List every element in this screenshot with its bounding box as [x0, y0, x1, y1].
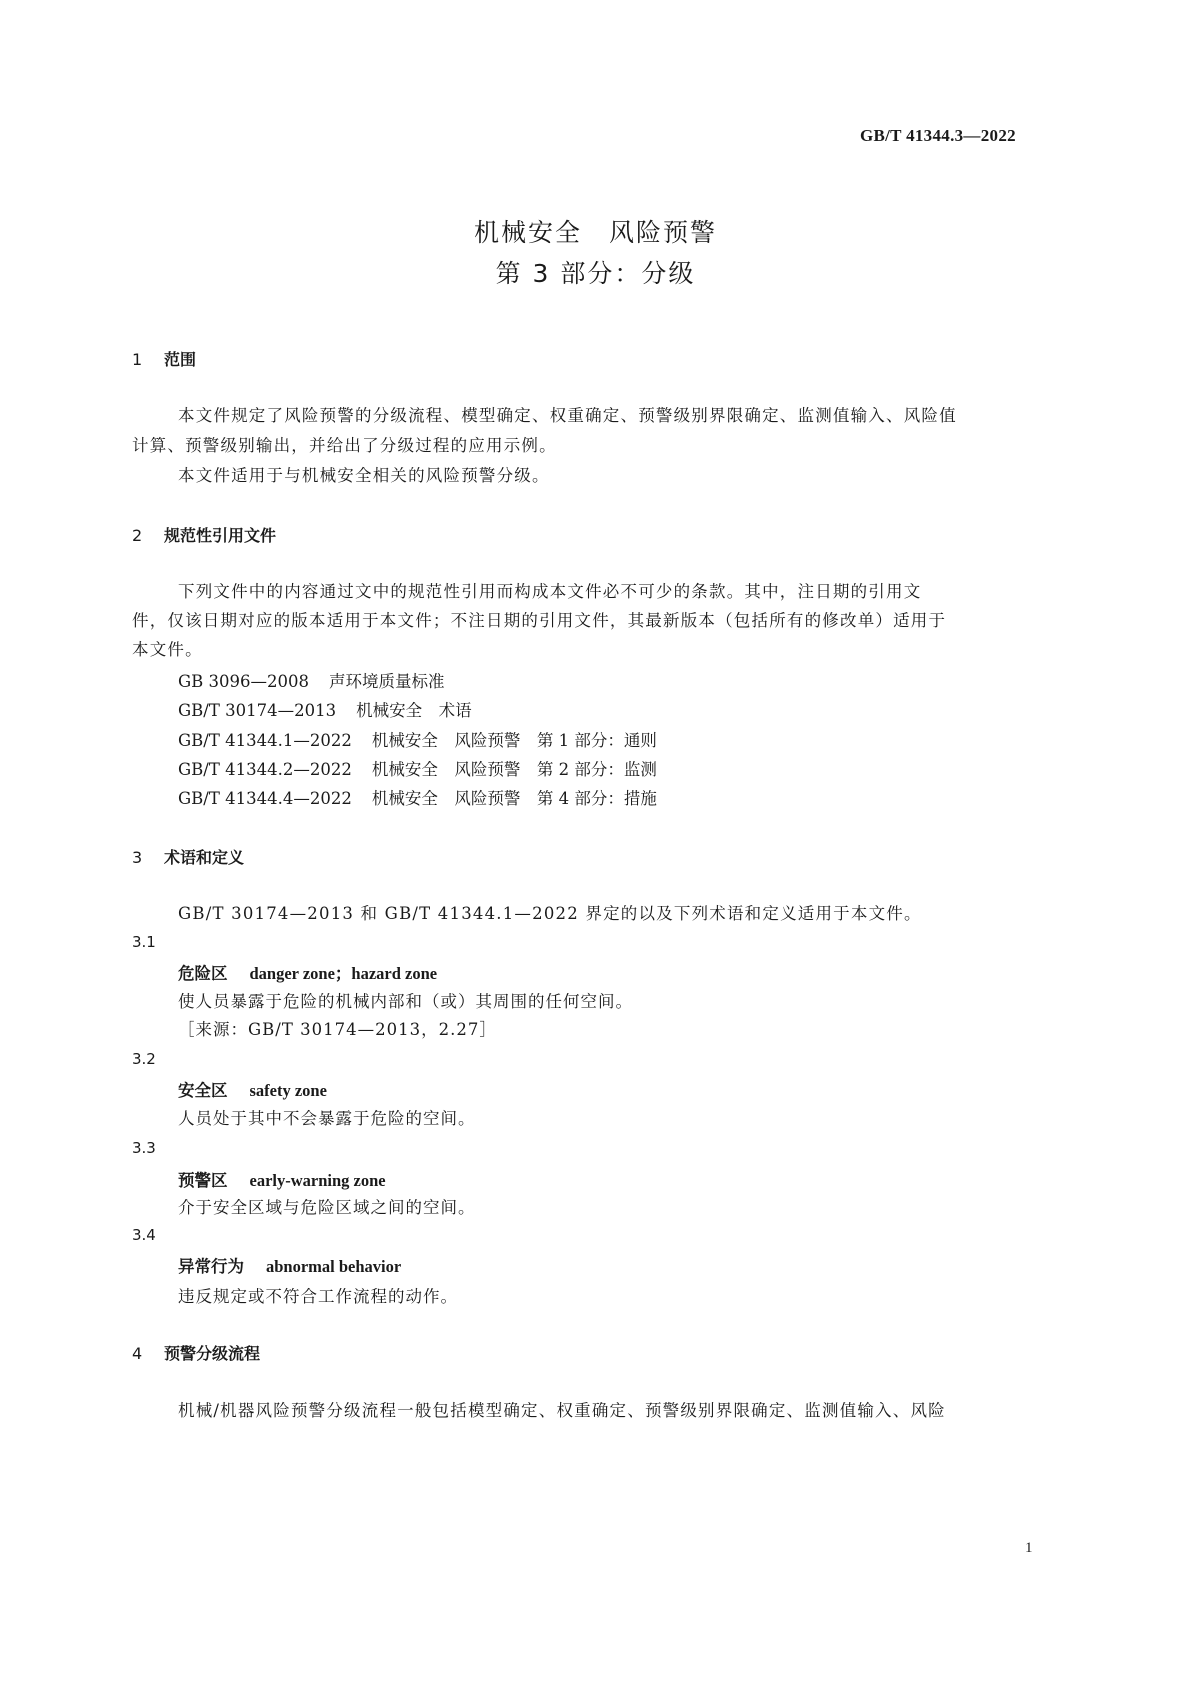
reference-code: GB/T 30174—2013 [178, 701, 337, 720]
section-3-heading [132, 845, 244, 868]
section-title: 规范性引用文件 [164, 526, 277, 545]
document-title-line1: 机械安全 风险预警 [473, 218, 717, 247]
paragraph: 下列文件中的内容通过文中的规范性引用而构成本文件必不可少的条款。其中，注日期的引用文 [178, 582, 922, 601]
term-zh: 异常行为 [178, 1257, 244, 1276]
reference-title: 机械安全 风险预警 第 4 部分：措施 [371, 789, 657, 808]
paragraph: 本文件。 [132, 640, 203, 659]
section-title: 预警分级流程 [164, 1344, 261, 1363]
reference-title: 声环境质量标准 [329, 672, 445, 691]
term-zh: 预警区 [178, 1171, 228, 1190]
reference-item [178, 727, 677, 751]
term-definition: 违反规定或不符合工作流程的动作。 [178, 1287, 458, 1306]
term-entry [178, 960, 437, 984]
paragraph: GB/T 30174—2013 和 GB/T 41344.1—2022 界定的以及下列术语和定义适用于本文件。 [178, 904, 922, 923]
term-definition: 使人员暴露于危险的机械内部和（或）其周围的任何空间。 [178, 992, 633, 1011]
paragraph: 本文件适用于与机械安全相关的风险预警分级。 [178, 466, 550, 485]
clause-number: 3.4 [132, 1226, 156, 1244]
reference-title: 机械安全 风险预警 第 2 部分：监测 [371, 760, 657, 779]
term-en: abnormal behavior [266, 1257, 402, 1276]
section-4-heading [132, 1341, 260, 1364]
clause-number: 3.1 [132, 933, 156, 951]
section-1-heading [132, 347, 196, 370]
term-source: ［来源：GB/T 30174—2013，2.27］ [178, 1020, 497, 1039]
section-title: 术语和定义 [164, 848, 245, 867]
section-number: 3 [132, 848, 143, 867]
reference-code: GB/T 41344.4—2022 [178, 789, 352, 808]
clause-number: 3.2 [132, 1050, 156, 1068]
clause-number: 3.3 [132, 1139, 156, 1157]
term-entry [178, 1253, 401, 1277]
page-number: 1 [1025, 1540, 1033, 1556]
reference-item [178, 697, 492, 721]
term-en: early-warning zone [249, 1171, 386, 1190]
paragraph: 本文件规定了风险预警的分级流程、模型确定、权重确定、预警级别界限确定、监测值输入、风险值 [178, 406, 957, 425]
paragraph: 机械/机器风险预警分级流程一般包括模型确定、权重确定、预警级别界限确定、监测值输入、风险 [178, 1401, 946, 1420]
reference-item [178, 785, 677, 809]
reference-code: GB/T 41344.2—2022 [178, 760, 352, 779]
term-en: danger zone；hazard zone [249, 964, 438, 983]
paragraph: 件，仅该日期对应的版本适用于本文件；不注日期的引用文件，其最新版本（包括所有的修改单）适用于 [132, 611, 947, 630]
section-number: 2 [132, 526, 143, 545]
term-definition: 介于安全区域与危险区域之间的空间。 [178, 1198, 476, 1217]
standard-code: GB/T 41344.3—2022 [860, 126, 1016, 145]
reference-title: 机械安全 术语 [356, 701, 472, 720]
reference-item [178, 668, 465, 692]
term-zh: 危险区 [178, 964, 228, 983]
section-number: 4 [132, 1344, 143, 1363]
reference-code: GB 3096—2008 [178, 672, 310, 691]
term-en: safety zone [249, 1081, 327, 1100]
reference-item [178, 756, 677, 780]
section-2-heading [132, 523, 276, 546]
term-zh: 安全区 [178, 1081, 228, 1100]
section-number: 1 [132, 350, 143, 369]
term-entry [178, 1167, 386, 1191]
term-entry [178, 1077, 327, 1101]
term-definition: 人员处于其中不会暴露于危险的空间。 [178, 1109, 476, 1128]
document-title-line2: 第 3 部分：分级 [495, 259, 696, 288]
reference-code: GB/T 41344.1—2022 [178, 731, 352, 750]
reference-title: 机械安全 风险预警 第 1 部分：通则 [371, 731, 657, 750]
section-title: 范围 [164, 350, 197, 369]
paragraph: 计算、预警级别输出，并给出了分级过程的应用示例。 [132, 436, 557, 455]
